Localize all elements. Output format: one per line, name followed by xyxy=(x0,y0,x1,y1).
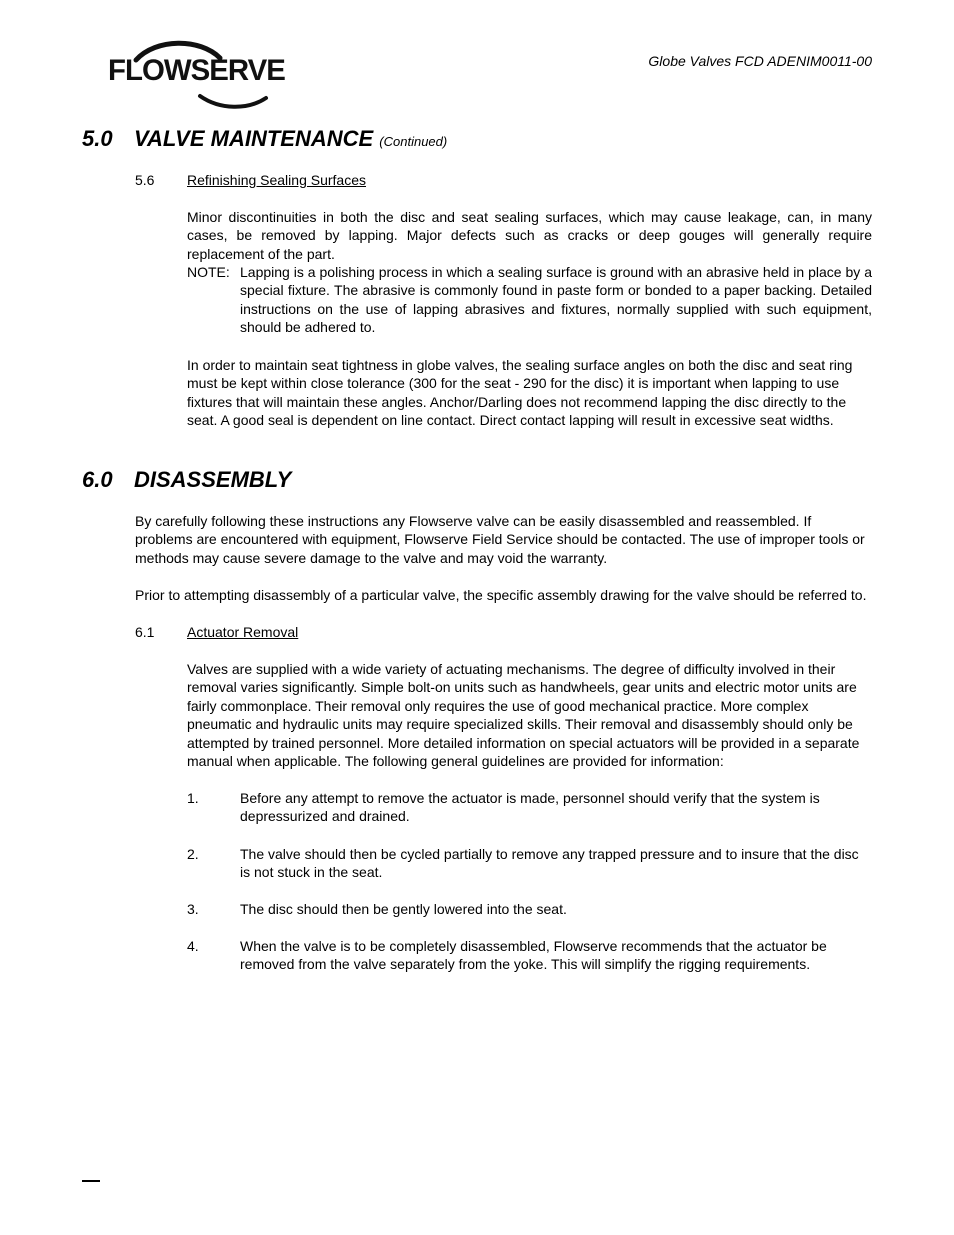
continued-label: (Continued) xyxy=(379,134,448,149)
subsection-6-1-heading xyxy=(135,623,298,641)
subsection-title: Refinishing Sealing Surfaces xyxy=(187,172,366,188)
paragraph: By carefully following these instructions any Flowserve valve can be easily disassembled and reassembled. If problems are encountered with equipment, Flowserve Field Service should be contacted. The use of improper tools or methods may cause severe damage to the valve and may void the warranty. xyxy=(135,513,865,566)
paragraph: Minor discontinuities in both the disc and seat sealing surfaces, which may cause leakage, can, in many cases, be removed by lapping. Major defects such as cracks or deep gouges will generally require replacement of the part. xyxy=(187,209,872,262)
list-item xyxy=(187,937,872,974)
paragraph: In order to maintain seat tightness in globe valves, the sealing surface angles on both the disc and seat ring must be kept within close tolerance (300 for the seat - 290 for the disc) it is important when lapping to use fixtures that will maintain these angles. Anchor/Darling does not recommend lapping the disc directly to the seat. A good seal is dependent on line contact. Direct contact lapping will result in excessive seat widths. xyxy=(187,357,853,429)
list-text: The disc should then be gently lowered into the seat. xyxy=(240,901,567,917)
section-5-heading xyxy=(82,126,447,155)
list-text: When the valve is to be completely disassembled, Flowserve recommends that the actuator be removed from the valve separately from the yoke. This will simplify the rigging requirements. xyxy=(240,938,827,973)
list-text: The valve should then be cycled partially to remove any trapped pressure and to insure that the disc is not stuck in the seat. xyxy=(240,846,859,881)
list-item xyxy=(187,845,872,882)
note-block xyxy=(187,263,872,337)
flowserve-logo xyxy=(108,40,298,112)
list-number: 3. xyxy=(187,901,199,917)
note-text: Lapping is a polishing process in which a sealing surface is ground with an abrasive held in place by a special fixture. The abrasive is commonly found in paste form or bonded to a paper backing. Detailed instructions on the use of lapping abrasives and fixtures, normally supplied with such equipment, should be adhered to. xyxy=(240,264,872,336)
section-6-heading xyxy=(82,467,291,493)
list-number: 4. xyxy=(187,938,199,954)
subsection-title: Actuator Removal xyxy=(187,624,299,640)
document-title: Globe Valves FCD ADENIM0011-00 xyxy=(648,53,872,69)
section-number: 5.0 xyxy=(82,126,113,151)
subsection-number: 6.1 xyxy=(135,624,155,640)
paragraph: Prior to attempting disassembly of a particular valve, the specific assembly drawing for the valve should be referred to. xyxy=(135,587,867,603)
list-number: 2. xyxy=(187,846,199,862)
section-title: DISASSEMBLY xyxy=(134,467,292,492)
subsection-5-6-heading xyxy=(135,171,366,189)
list-item xyxy=(187,900,872,918)
paragraph: Valves are supplied with a wide variety of actuating mechanisms. The degree of difficulty involved in their removal varies significantly. Simple bolt-on units such as handwheels, gear units and electric motor units are fairly commonplace. Their removal only requires the use of good mechanical practice. More complex pneumatic and hydraulic units may require specialized skills. Their removal and disassembly should only be attempted by trained personnel. More detailed information on special actuators will be provided in a separate manual when applicable. The following general guidelines are provided for information: xyxy=(187,661,860,770)
footer-rule xyxy=(82,1180,100,1182)
list-number: 1. xyxy=(187,790,199,806)
subsection-number: 5.6 xyxy=(135,172,155,188)
logo-wordmark: FLOWSERVE xyxy=(108,54,285,87)
section-number: 6.0 xyxy=(82,467,113,492)
list-item xyxy=(187,789,872,826)
list-text: Before any attempt to remove the actuator is made, personnel should verify that the system is depressurized and drained. xyxy=(240,790,820,825)
section-title: VALVE MAINTENANCE xyxy=(134,126,374,151)
note-label: NOTE: xyxy=(187,264,230,280)
